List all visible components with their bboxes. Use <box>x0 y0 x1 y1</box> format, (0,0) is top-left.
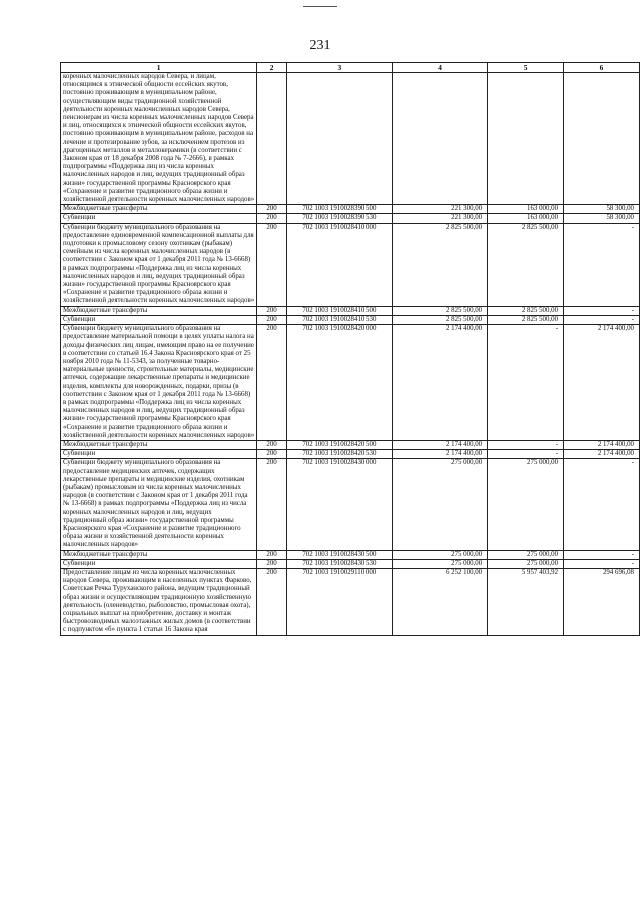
table-row <box>61 559 640 568</box>
column-header: 6 <box>564 63 640 73</box>
row-description: Межбюджетные трансферты <box>61 306 257 315</box>
amount-col5: - <box>488 440 564 449</box>
table-row <box>61 450 640 459</box>
amount-total <box>392 73 487 205</box>
amount-total: 275 000,00 <box>392 459 487 550</box>
table-row <box>61 568 640 635</box>
row-code: 200 <box>257 325 287 441</box>
budget-classification-code: 702 1003 1910028420 500 <box>286 440 392 449</box>
budget-classification-code: 702 1003 1910028410 000 <box>286 223 392 306</box>
amount-col6: 2 174 400,00 <box>564 440 640 449</box>
row-description: Субвенции <box>61 450 257 459</box>
amount-col6: - <box>564 306 640 315</box>
column-header: 3 <box>286 63 392 73</box>
budget-classification-code: 702 1003 1910028430 530 <box>286 559 392 568</box>
row-description: Предоставление лицам из числа коренных малочисленных народов Севера, проживающим в населенных пунктах Фарково, Советская Речка Туруханского района, ведущим традиционный образ жизни и осуществляющим традиционную хозяйственную деятельность (оленеводство, рыболовство, промысловая охота), социальных выплат на приобретение, доставку и монтаж быстровозводимых малоэтажных жилых домов (в соответствии с подпунктом «б» пункта 1 статьи 16 Закона края <box>61 568 257 635</box>
budget-classification-code: 702 1003 1910028390 500 <box>286 205 392 214</box>
amount-total: 2 174 400,00 <box>392 440 487 449</box>
budget-classification-code: 702 1003 1910028430 000 <box>286 459 392 550</box>
amount-col5: 275 000,00 <box>488 559 564 568</box>
amount-total: 275 000,00 <box>392 559 487 568</box>
row-code: 200 <box>257 450 287 459</box>
row-description: Межбюджетные трансферты <box>61 440 257 449</box>
row-code: 200 <box>257 559 287 568</box>
amount-col5: 163 000,00 <box>488 205 564 214</box>
budget-classification-code: 702 1003 1910028430 500 <box>286 550 392 559</box>
amount-col6: 58 300,00 <box>564 214 640 223</box>
row-description: Субвенции бюджету муниципального образования на предоставление медицинских аптечек, содержащих лекарственные препараты и медицинские изделия, охотникам (рыбакам) промысловым из числа коренных малочисленных народов (в соответствии с Законом края от 1 декабря 2011 года № 13-6668) в рамках подпрограммы «Поддержка лиц из числа коренных малочисленных народов и лиц, ведущих традиционный образ жизни» государственной программы Красноярского края «Сохранение и развитие традиционного образа жизни и хозяйственной деятельности коренных малочисленных народов» <box>61 459 257 550</box>
row-code <box>257 73 287 205</box>
amount-col6: - <box>564 315 640 324</box>
table-row <box>61 550 640 559</box>
column-header: 1 <box>61 63 257 73</box>
budget-classification-code: 702 1003 1910028410 500 <box>286 306 392 315</box>
row-code: 200 <box>257 568 287 635</box>
amount-col5: 2 825 500,00 <box>488 306 564 315</box>
budget-classification-code: 702 1003 1910028420 000 <box>286 325 392 441</box>
table-row <box>61 73 640 205</box>
amount-total: 2 174 400,00 <box>392 450 487 459</box>
row-code: 200 <box>257 205 287 214</box>
row-code: 200 <box>257 223 287 306</box>
row-description: Субвенции <box>61 214 257 223</box>
amount-col6: 2 174 400,00 <box>564 325 640 441</box>
amount-col5 <box>488 73 564 205</box>
amount-col5: 2 825 500,00 <box>488 223 564 306</box>
amount-total: 221 300,00 <box>392 214 487 223</box>
amount-col5: 2 825 500,00 <box>488 315 564 324</box>
top-rule <box>303 6 337 7</box>
row-code: 200 <box>257 315 287 324</box>
budget-classification-code: 702 1003 1910029110 000 <box>286 568 392 635</box>
budget-table <box>60 62 640 636</box>
table-header-row <box>61 63 640 73</box>
table-row <box>61 214 640 223</box>
table-row <box>61 440 640 449</box>
amount-col5: 5 957 403,92 <box>488 568 564 635</box>
amount-total: 2 825 500,00 <box>392 223 487 306</box>
amount-col6: - <box>564 550 640 559</box>
row-code: 200 <box>257 550 287 559</box>
budget-classification-code: 702 1003 1910028420 530 <box>286 450 392 459</box>
amount-col6: 2 174 400,00 <box>564 450 640 459</box>
amount-col6: - <box>564 459 640 550</box>
table-row <box>61 459 640 550</box>
row-description: Субвенции бюджету муниципального образования на предоставление единовременной компенсационной выплаты для подготовки к промысловому сезону охотникам (рыбакам) семейным из числа коренных малочисленных народов (в соответствии с Законом края от 1 декабря 2011 года № 13-6668) в рамках подпрограммы «Поддержка лиц из числа коренных малочисленных народов и лиц, ведущих традиционный образ жизни» государственной программы Красноярского края «Сохранение и развитие традиционного образа жизни и хозяйственной деятельности коренных малочисленных народов» <box>61 223 257 306</box>
budget-classification-code: 702 1003 1910028410 530 <box>286 315 392 324</box>
column-header: 2 <box>257 63 287 73</box>
row-code: 200 <box>257 459 287 550</box>
table-row <box>61 325 640 441</box>
row-description: Субвенции <box>61 559 257 568</box>
amount-col5: 275 000,00 <box>488 550 564 559</box>
row-code: 200 <box>257 306 287 315</box>
row-description: Межбюджетные трансферты <box>61 550 257 559</box>
column-header: 5 <box>488 63 564 73</box>
budget-classification-code: 702 1003 1910028390 530 <box>286 214 392 223</box>
amount-col5: - <box>488 325 564 441</box>
amount-total: 275 000,00 <box>392 550 487 559</box>
amount-col5: 275 000,00 <box>488 459 564 550</box>
page-number: 231 <box>309 38 331 53</box>
amount-col6 <box>564 73 640 205</box>
row-description: Межбюджетные трансферты <box>61 205 257 214</box>
column-header: 4 <box>392 63 487 73</box>
amount-col6: - <box>564 223 640 306</box>
amount-col6: - <box>564 559 640 568</box>
amount-col6: 294 696,08 <box>564 568 640 635</box>
amount-total: 2 825 500,00 <box>392 306 487 315</box>
amount-total: 221 300,00 <box>392 205 487 214</box>
budget-classification-code <box>286 73 392 205</box>
table-row <box>61 223 640 306</box>
amount-total: 2 825 500,00 <box>392 315 487 324</box>
table-row <box>61 205 640 214</box>
amount-col5: - <box>488 450 564 459</box>
amount-col6: 58 300,00 <box>564 205 640 214</box>
amount-total: 6 252 100,00 <box>392 568 487 635</box>
row-description: Субвенции бюджету муниципального образования на предоставление материальной помощи в целях уплаты налога на доходы физических лиц лицам, имеющим право на ее получение в соответствии со статьей 16.4 Закона Красноярского края от 25 ноября 2010 года № 11-5343, за полученные товарно-материальные ценности, строительные материалы, медицинские аптечки, содержащие лекарственные препараты и медицинские изделия, комплекты для новорожденных, подарки, призы (в соответствии с Законом края от 1 декабря 2011 года № 13-6668) в рамках подпрограммы «Поддержка лиц из числа коренных малочисленных народов и лиц, ведущих традиционный образ жизни» государственной программы Красноярского края «Сохранение и развитие традиционного образа жизни и хозяйственной деятельности коренных малочисленных народов» <box>61 325 257 441</box>
table-row <box>61 315 640 324</box>
amount-total: 2 174 400,00 <box>392 325 487 441</box>
row-description: Субвенции <box>61 315 257 324</box>
row-code: 200 <box>257 214 287 223</box>
row-code: 200 <box>257 440 287 449</box>
row-description: коренных малочисленных народов Севера, и лицам, относящимся к этнической общности ессейских якутов, постоянно проживающим в муниципальном районе, осуществляющим виды традиционной хозяйственной деятельности коренных малочисленных народов Севера, пенсионерам из числа коренных малочисленных народов Севера и лиц, относящихся к этнической общности ессейских якутов, постоянно проживающим в муниципальном районе, расходов на лечение и протезирование зубов, за исключением протезов из драгоценных металлов и металлокерамики (в соответствии с Законом края от 18 декабря 2008 года № 7-2666), в рамках подпрограммы «Поддержка лиц из числа коренных малочисленных народов и лиц, ведущих традиционный образ жизни» государственной программы Красноярского края «Сохранение и развитие традиционного образа жизни и хозяйственной деятельности коренных малочисленных народов» <box>61 73 257 205</box>
amount-col5: 163 000,00 <box>488 214 564 223</box>
table-row <box>61 306 640 315</box>
